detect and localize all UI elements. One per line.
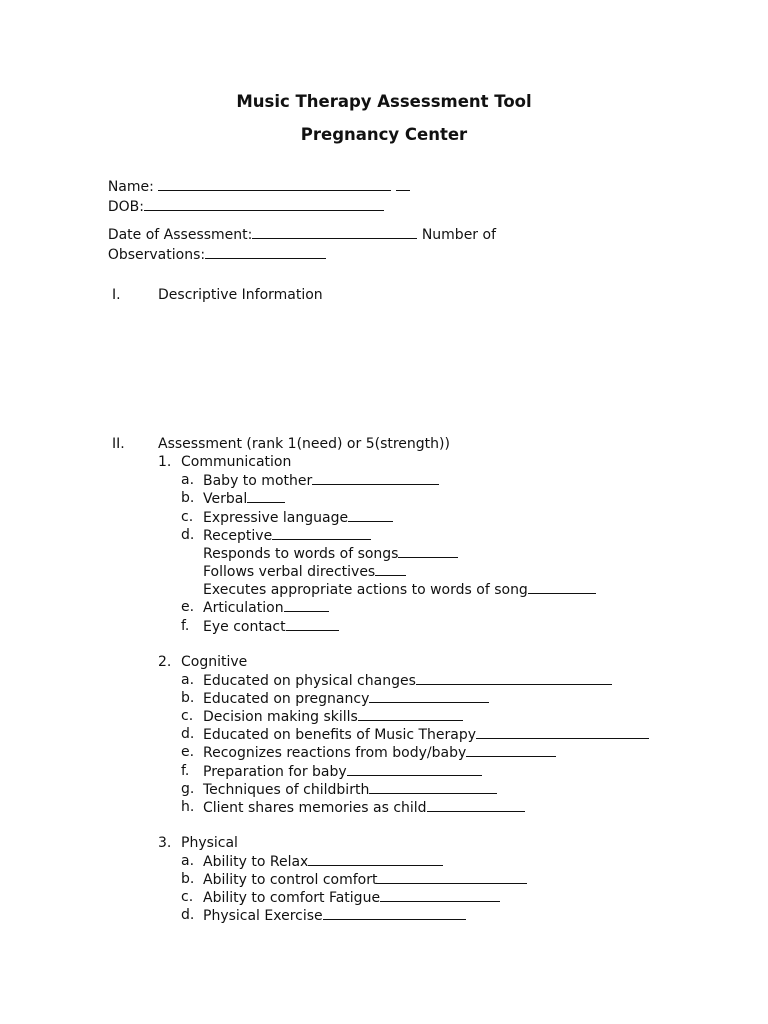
- list-item: [203, 725, 649, 744]
- date-of-assessment-label: Date of Assessment:: [107, 227, 253, 243]
- list-item-label: Preparation for baby: [203, 764, 347, 780]
- list-item-label: Educated on pregnancy: [203, 691, 370, 707]
- list-item-letter: h.: [181, 799, 195, 815]
- number-of-label: Number of: [421, 227, 497, 243]
- answer-blank: [247, 489, 285, 503]
- answer-blank: [308, 852, 443, 866]
- list-item-letter: a.: [181, 853, 195, 869]
- cognitive-heading: Cognitive: [181, 654, 248, 670]
- physical-number: 3.: [158, 835, 172, 851]
- list-item-label: Recognizes reactions from body/baby: [203, 745, 467, 761]
- list-item: [203, 471, 439, 490]
- list-item-letter: a.: [181, 472, 195, 488]
- list-item: [203, 798, 525, 817]
- list-item: [203, 526, 371, 545]
- answer-blank: [369, 780, 497, 794]
- list-item-label: Baby to mother: [203, 473, 313, 489]
- list-item-letter: g.: [181, 781, 195, 797]
- answer-blank: [272, 526, 371, 540]
- list-item-label: Physical Exercise: [203, 908, 323, 924]
- list-item-label: Ability to control comfort: [203, 872, 378, 888]
- list-item: [203, 888, 500, 907]
- list-item: [203, 617, 339, 636]
- list-item: [203, 906, 466, 925]
- answer-blank: [312, 471, 439, 485]
- answer-blank: [377, 870, 527, 884]
- document-subtitle: Pregnancy Center: [300, 125, 468, 144]
- list-item-label: Educated on benefits of Music Therapy: [203, 727, 477, 743]
- list-item-letter: b.: [181, 490, 195, 506]
- section-i-numeral: I.: [112, 287, 121, 303]
- list-item: [203, 707, 463, 726]
- physical-heading: Physical: [181, 835, 238, 851]
- answer-blank: [476, 725, 649, 739]
- list-item-letter: a.: [181, 672, 195, 688]
- list-item-letter: f.: [181, 763, 190, 779]
- list-item: [203, 780, 497, 799]
- section-ii-title: Assessment (rank 1(need) or 5(strength)): [158, 436, 450, 452]
- list-item-letter: b.: [181, 871, 195, 887]
- cognitive-number: 2.: [158, 654, 172, 670]
- list-item: [203, 489, 285, 508]
- list-item: [203, 580, 596, 599]
- section-i-title: Descriptive Information: [158, 287, 323, 303]
- list-item-letter: f.: [181, 618, 190, 634]
- answer-blank: [348, 508, 393, 522]
- answer-blank: [347, 762, 482, 776]
- document-title: Music Therapy Assessment Tool: [236, 92, 532, 111]
- list-item-label: Ability to Relax: [203, 854, 309, 870]
- name-blank-extra: [396, 177, 410, 191]
- list-item: [203, 762, 482, 781]
- list-item-letter: c.: [181, 708, 194, 724]
- answer-blank: [398, 544, 458, 558]
- list-item: [203, 562, 406, 581]
- list-item-label: Educated on physical changes: [203, 673, 416, 689]
- answer-blank: [416, 671, 612, 685]
- answer-blank: [375, 562, 406, 576]
- observations-field: [90, 227, 326, 282]
- list-item-label: Ability to comfort Fatigue: [203, 890, 381, 906]
- list-item-label: Articulation: [203, 600, 284, 616]
- list-item-label: Techniques of childbirth: [203, 782, 370, 798]
- list-item: [203, 544, 458, 563]
- section-ii-numeral: II.: [112, 436, 125, 452]
- list-item-label: Follows verbal directives: [203, 564, 376, 580]
- list-item-letter: c.: [181, 509, 194, 525]
- list-item-label: Responds to words of songs: [203, 546, 399, 562]
- answer-blank: [286, 617, 339, 631]
- list-item-label: Client shares memories as child: [203, 800, 427, 816]
- list-item-label: Receptive: [203, 528, 273, 544]
- observations-blank: [205, 245, 326, 259]
- list-item-label: Expressive language: [203, 510, 349, 526]
- communication-heading: Communication: [181, 454, 292, 470]
- answer-blank: [323, 906, 466, 920]
- answer-blank: [284, 598, 329, 612]
- list-item-label: Eye contact: [203, 619, 286, 635]
- list-item-letter: e.: [181, 599, 195, 615]
- answer-blank: [358, 707, 463, 721]
- list-item-letter: d.: [181, 726, 195, 742]
- observations-label: Observations:: [107, 247, 206, 263]
- list-item: [203, 852, 443, 871]
- list-item: [203, 671, 612, 690]
- list-item: [203, 870, 527, 889]
- communication-number: 1.: [158, 454, 172, 470]
- answer-blank: [466, 743, 556, 757]
- list-item: [203, 598, 329, 617]
- answer-blank: [427, 798, 525, 812]
- answer-blank: [380, 888, 500, 902]
- list-item: [203, 689, 489, 708]
- list-item-letter: b.: [181, 690, 195, 706]
- dob-label: DOB:: [107, 199, 144, 215]
- list-item-label: Executes appropriate actions to words of song: [203, 582, 528, 598]
- list-item-letter: d.: [181, 907, 195, 923]
- answer-blank: [369, 689, 489, 703]
- list-item-letter: c.: [181, 889, 194, 905]
- answer-blank: [528, 580, 596, 594]
- name-label: Name:: [107, 179, 154, 195]
- list-item-label: Verbal: [203, 491, 248, 507]
- list-item-letter: d.: [181, 527, 195, 543]
- list-item: [203, 508, 393, 527]
- list-item-label: Decision making skills: [203, 709, 358, 725]
- list-item-letter: e.: [181, 744, 195, 760]
- list-item: [203, 743, 556, 762]
